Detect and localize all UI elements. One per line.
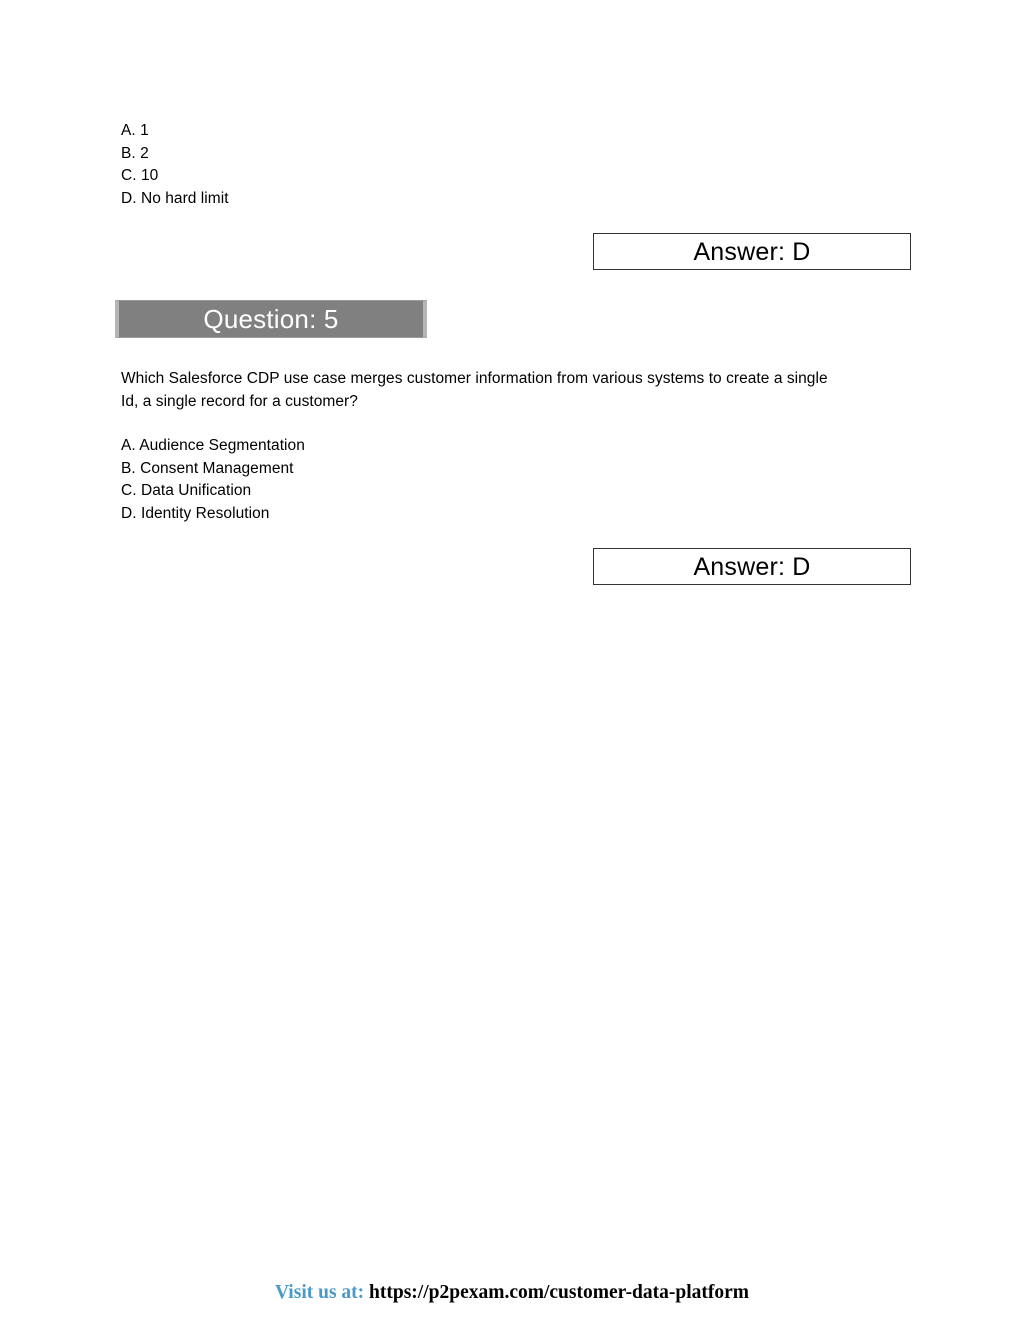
option-b: B. Consent Management: [121, 459, 294, 477]
option-c: C. 10: [121, 167, 159, 184]
answer-box: Answer: D: [593, 548, 911, 585]
question-text: [121, 368, 891, 413]
question-text-line-1: Which Salesforce CDP use case merges customer information from various systems to create a single: [121, 370, 828, 387]
question-text-line-2: Id, a single record for a customer?: [121, 392, 358, 410]
option-a: A. 1: [121, 122, 149, 139]
question-title: Question: 5: [203, 304, 339, 334]
option-d: D. Identity Resolution: [121, 504, 270, 522]
question-options: [121, 435, 305, 525]
option-c: C. Data Unification: [121, 482, 252, 499]
footer: [0, 1280, 1024, 1306]
previous-question-options: [121, 120, 229, 210]
previous-answer-box: Answer: D: [593, 233, 911, 270]
option-d: D. No hard limit: [121, 189, 229, 207]
question-header: [115, 300, 427, 338]
option-b: B. 2: [121, 144, 149, 162]
footer-url-link[interactable]: https://p2pexam.com/customer-data-platform: [369, 1282, 750, 1303]
footer-visit-label: Visit us at:: [274, 1282, 365, 1303]
option-a: A. Audience Segmentation: [121, 437, 305, 454]
